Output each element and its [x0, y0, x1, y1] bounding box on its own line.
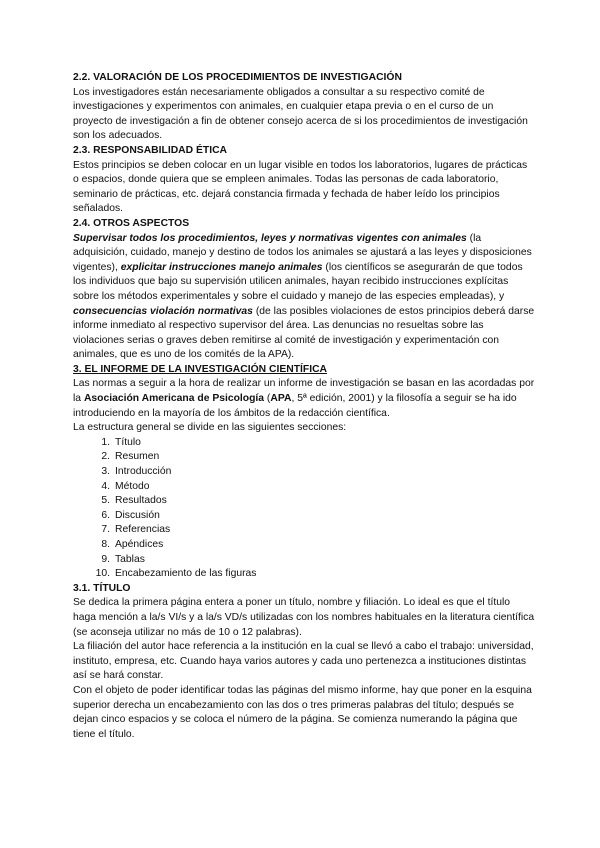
sections-list: [73, 436, 535, 582]
section-heading-2-4: 2.4. OTROS ASPECTOS: [73, 217, 190, 229]
list-item: [94, 509, 535, 524]
list-number: 5.: [101, 495, 110, 507]
list-item: [94, 480, 535, 495]
list-label: Método: [115, 480, 150, 492]
list-item: [94, 436, 535, 451]
list-number: 4.: [101, 480, 110, 492]
list-item: [94, 523, 535, 538]
list-item: [94, 553, 535, 568]
list-number: 1.: [101, 436, 110, 448]
emphasis-consecuencias: consecuencias violación normativas: [73, 305, 253, 317]
list-item: [94, 494, 535, 509]
section-body-3: [73, 377, 535, 421]
body-text: (de las posibles violaciones de estos principios deberá darse informe inmediato al respectivo supervisor del área. Las denuncias no resueltas sobre las violaciones serias o graves deben remitirse al comité de investigación y experimentación con animales, que es uno de los comités de la APA).: [73, 305, 535, 361]
emphasis-explicitar: explicitar instrucciones manejo animales: [120, 261, 323, 273]
section-heading-3: 3. EL INFORME DE LA INVESTIGACIÓN CIENTÍFICA: [73, 363, 328, 375]
list-label: Resumen: [115, 451, 160, 463]
section-body-3-1-p1: Se dedica la primera página entera a poner un título, nombre y filiación. Lo ideal es que el título haga mención a la/s VI/s y a la/s VD/s utilizadas con los nombres habituales en la literatura científica (se aconseja utilizar no más de 10 o 12 palabras).: [73, 597, 535, 638]
list-label: Encabezamiento de las figuras: [115, 568, 257, 580]
section-body-2-2: Los investigadores están necesariamente obligados a consultar a su respectivo comité de investigaciones y experimentos con animales, en cualquier etapa previa o en el curso de un proyecto de investigación a fin de obtener consejo acerca de si los procedimientos de investigación son los adecuados.: [73, 86, 528, 142]
emphasis-supervisar: Supervisar todos los procedimientos, leyes y normativas vigentes con animales: [73, 232, 467, 244]
list-label: Discusión: [115, 509, 160, 521]
list-item: [94, 450, 535, 465]
list-intro: La estructura general se divide en las siguientes secciones:: [73, 422, 347, 434]
list-number: 8.: [101, 539, 110, 550]
list-number: 2.: [101, 451, 110, 463]
section-heading-2-3: 2.3. RESPONSABILIDAD ÉTICA: [73, 144, 228, 156]
list-label: Título: [115, 436, 141, 448]
list-label: Referencias: [115, 524, 171, 536]
section-body-2-3: Estos principios se deben colocar en un lugar visible en todos los laboratorios, lugares de prácticas o espacios, donde quiera que se empleen animales. Todas las personas de cada laboratorio, seminario de prácticas, etc. dejará constancia firmada y fechada de haber leído los principios señalados.: [73, 159, 528, 215]
section-body-2-4: [73, 232, 535, 363]
section-heading-3-1: 3.1. TÍTULO: [73, 582, 131, 594]
list-number: 6.: [101, 509, 110, 521]
body-text: (: [264, 393, 271, 405]
list-label: Apéndices: [115, 539, 164, 550]
section-body-3-1-p3: Con el objeto de poder identificar todas las páginas del mismo informe, hay que poner en la esquina superior derecha un encabezamiento con las dos o tres primeras palabras del título; después se dejan cinco espacios y se coloca el número de la página. Se comienza numerando la página que tiene el título.: [73, 684, 532, 740]
body-text: (la adquisición, cuidado, manejo y destino de todos los animales se ajustará a las leyes y disposiciones vigentes),: [73, 232, 532, 273]
list-item: [94, 538, 535, 553]
section-body-3-1-p2: La filiación del autor hace referencia a la institución en la cual se llevó a cabo el trabajo: universidad, instituto, empresa, etc. Cuando haya varios autores y cada uno pertenezca a instituciones distintas así se hará constar.: [73, 641, 534, 682]
list-number: 9.: [101, 553, 110, 565]
list-number: 7.: [101, 524, 110, 536]
apa-acronym: APA: [270, 393, 292, 405]
section-heading-2-2: 2.2. VALORACIÓN DE LOS PROCEDIMIENTOS DE INVESTIGACIÓN: [73, 72, 402, 83]
list-item: [94, 465, 535, 480]
body-text: , 5ª edición, 2001) y la filosofía a seguir se ha ido introduciendo en la mayoría de los ámbitos de la redacción científica.: [73, 393, 517, 419]
list-number: 10.: [95, 568, 110, 580]
body-text: (los científicos se asegurarán de que todos los individuos que bajo su supervisión utilicen animales, hayan recibido instrucciones explícitas sobre los métodos experimentales y sobre el cuidado y manejo de las especies empleadas), y: [73, 261, 523, 302]
body-text: Las normas a seguir a la hora de realizar un informe de investigación se basan en las acordadas por la: [73, 378, 535, 405]
list-label: Introducción: [115, 466, 172, 478]
list-number: 3.: [101, 466, 110, 478]
list-label: Resultados: [115, 495, 167, 507]
apa-name: Asociación Americana de Psicología: [83, 393, 265, 405]
document-page: [73, 71, 535, 742]
list-label: Tablas: [115, 553, 145, 565]
list-item: [94, 567, 535, 582]
